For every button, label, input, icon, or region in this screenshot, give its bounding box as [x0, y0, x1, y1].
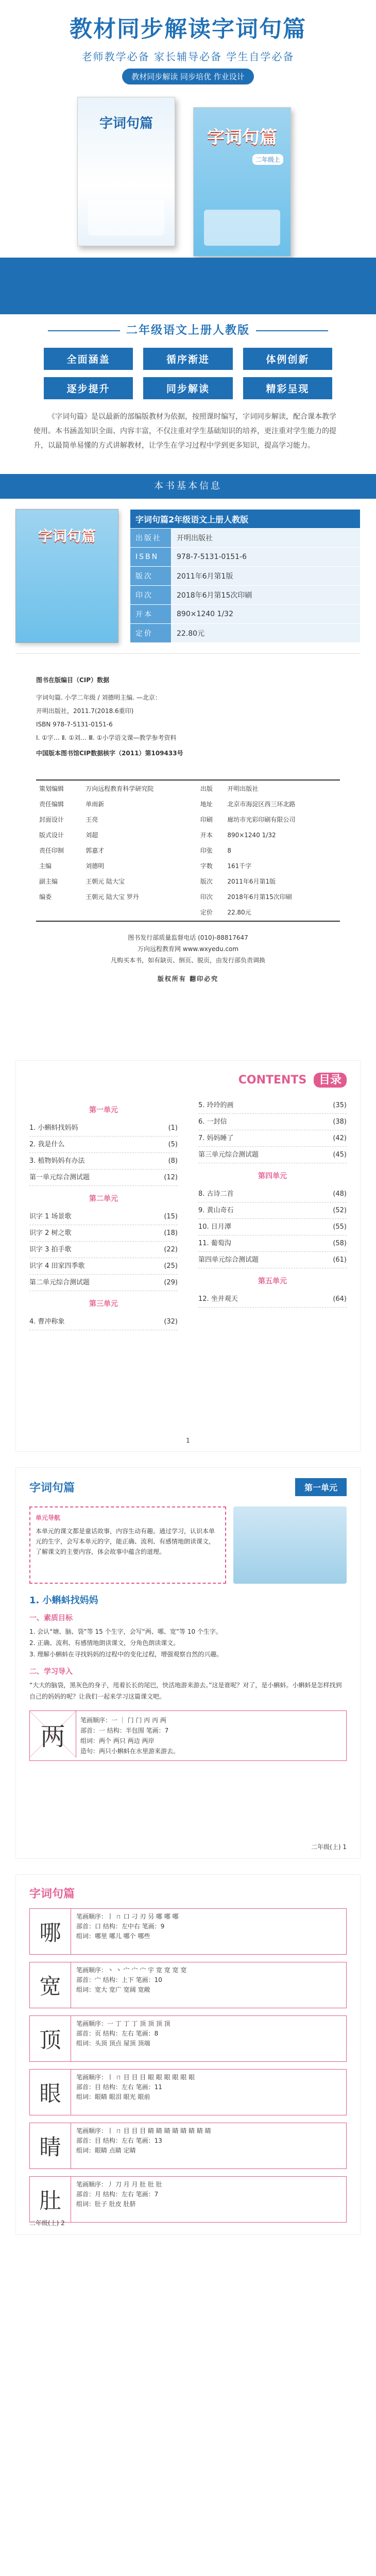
- toc-entry-page: (5): [168, 1141, 178, 1148]
- char-page-number: 二年级(上) 2: [29, 2219, 65, 2227]
- info-key: 出版社: [130, 529, 172, 548]
- tadpole-illustration: [233, 1506, 347, 1584]
- cip-table-row: [37, 874, 339, 889]
- lesson-title: 1. 小蝌蚪找妈妈: [29, 1595, 98, 1606]
- cip-table-row: [37, 812, 339, 827]
- lesson-section-title: 一、素质目标: [29, 1614, 73, 1622]
- toc-entry-title: 第四单元综合测试题: [198, 1256, 259, 1264]
- grade-title: 二年级语文上册人教版: [0, 321, 376, 337]
- toc-unit-heading: 第二单元: [89, 1195, 118, 1203]
- feature-tag: 精彩呈现: [243, 377, 332, 399]
- char-rows: [29, 1908, 347, 2223]
- char-glyph: 睛: [30, 2123, 71, 2168]
- toc-right-column: [198, 1097, 347, 1330]
- toc-page: [15, 1060, 361, 1452]
- chapter-unit: 第一单元: [295, 1478, 347, 1496]
- info-value: 890×1240 1/32: [172, 605, 361, 624]
- cip-line: 字词句篇. 小学二年级 / 刘德明主编. —北京：: [36, 694, 161, 701]
- toc-entry[interactable]: [29, 1225, 178, 1242]
- book-info: [0, 499, 376, 653]
- toc-entry[interactable]: [198, 1097, 347, 1114]
- toc-entry[interactable]: [29, 1242, 178, 1258]
- toc-entry-page: (1): [168, 1124, 178, 1132]
- cip-table-cell: 策划编辑: [39, 785, 64, 792]
- char-glyph: 顶: [30, 2016, 71, 2061]
- cip-table-cell: 890×1240 1/32: [227, 832, 276, 839]
- toc-entry-title: 10. 日月潭: [198, 1223, 231, 1231]
- feature-tag: 全面涵盖: [44, 348, 133, 370]
- info-key: 开本: [130, 605, 172, 624]
- toc-entry-page: (22): [164, 1246, 178, 1253]
- book-front-panel: [204, 210, 280, 246]
- info-table: [130, 509, 361, 643]
- toc-entry-page: (29): [164, 1279, 178, 1286]
- toc-entry[interactable]: [29, 1137, 178, 1153]
- info-key: ISBN: [130, 548, 172, 567]
- cip-note: 中国版本图书馆CIP数据核字（2011）第109433号: [36, 750, 183, 757]
- toc-entry-page: (52): [333, 1207, 347, 1214]
- cip-rights: 版权所有 翻印必究: [157, 975, 219, 982]
- cip-footer: [36, 932, 340, 966]
- toc-unit-heading: 第五单元: [258, 1277, 287, 1285]
- toc-page-number: 1: [186, 1437, 190, 1444]
- toc-entry[interactable]: [198, 1186, 347, 1202]
- cip-table-cell: 2011年6月第1版: [227, 878, 276, 885]
- cip-table-cell: 王朝元 陆大宝 罗丹: [86, 893, 139, 901]
- cip-table-cell: [83, 905, 197, 920]
- toc-entry-title: 4. 曹冲称象: [29, 1318, 65, 1326]
- toc-entry-title: 识字 3 拍手歌: [29, 1246, 72, 1253]
- toc-brand: CONTENTS: [238, 1074, 307, 1087]
- toc-entry-page: (38): [333, 1118, 347, 1126]
- char-row: [29, 2015, 347, 2062]
- cip-title: 图书在版编目（CIP）数据: [36, 676, 110, 684]
- cip-table-cell: 印次: [200, 893, 213, 901]
- info-value: 978-7-5131-0151-6: [172, 548, 361, 567]
- hero-books: [0, 92, 376, 267]
- toc-entry[interactable]: [29, 1209, 178, 1225]
- cip-table-cell: 封面设计: [39, 816, 64, 823]
- toc-title: 目录: [314, 1073, 347, 1088]
- cip-table-row: [37, 782, 339, 796]
- toc-entry[interactable]: [198, 1219, 347, 1235]
- toc-entry-title: 12. 坐井观天: [198, 1295, 238, 1303]
- intro-paragraph: 《字词句篇》是以最新的部编版教材为依据，按照课时编写，字词同步解读，配合课本教学使用。本书涵盖知识全面、内容丰富，不仅注重对学生基础知识的培养，更注重对学生能力的提升，以最简单易懂的方式讲解教材，让学生在学习过程中学到更多知识，提高学习能力。: [33, 413, 336, 450]
- toc-entry-page: (45): [333, 1151, 347, 1159]
- cip-table-cell: 王亮: [86, 816, 98, 823]
- char-page-head: 字词句篇: [29, 1888, 75, 1901]
- toc-entry-title: 第三单元综合测试题: [198, 1151, 259, 1159]
- cip-line: 开明出版社，2011.7(2018.6重印): [36, 707, 134, 715]
- toc-unit-heading: 第三单元: [89, 1300, 118, 1308]
- cip-table-cell: 刘德明: [86, 862, 105, 870]
- char-glyph: 眼: [30, 2070, 71, 2115]
- cip-foot-line: 凡购买本书，如有缺页、倒页、脱页，由发行部负责调换: [110, 957, 265, 964]
- toc-entry-title: 第一单元综合测试题: [29, 1174, 90, 1181]
- cip-table-cell: 印刷: [200, 816, 213, 823]
- cip-line: ISBN 978-7-5131-0151-6: [36, 721, 113, 728]
- toc-entry[interactable]: [198, 1252, 347, 1268]
- toc-entry-page: (58): [333, 1240, 347, 1247]
- info-key: 定价: [130, 624, 172, 643]
- cip-table-cell: 单雨新: [86, 801, 105, 808]
- info-key: 版次: [130, 567, 172, 586]
- cip-foot-line: 图书发行部质量监督电话 (010)-88817647: [128, 934, 248, 941]
- char-row: [29, 1962, 347, 2008]
- cip-table-cell: 2018年6月第15次印刷: [227, 893, 292, 901]
- feature-tag: 体例创新: [243, 348, 332, 370]
- toc-entry-page: (25): [164, 1262, 178, 1270]
- cip-table-cell: 刘超: [86, 832, 98, 839]
- toc-header: [29, 1071, 347, 1087]
- hero-subtitle: 老师教学必备 家长辅导必备 学生自学必备: [81, 50, 295, 63]
- cip-line: Ⅰ. ①字… Ⅱ. ①刘… Ⅲ. ①小学语文课—教学参考资料: [36, 734, 177, 741]
- cip-table-cell: 定价: [200, 909, 213, 916]
- cip-table-cell: 郭嘉才: [86, 847, 105, 854]
- feature-tag: 同步解读: [143, 377, 232, 399]
- char-row: [29, 2069, 347, 2115]
- lesson-section-title: 二、学习导入: [29, 1668, 73, 1676]
- cip-table-cell: 责任印制: [39, 847, 64, 854]
- toc-entry-title: 8. 古诗二首: [198, 1190, 234, 1198]
- hero-section: [0, 0, 376, 258]
- cip-foot-line: 万向远程教育网 www.wxyedu.com: [137, 945, 239, 953]
- cip-table-row: [37, 905, 339, 920]
- cip-table-cell: 版式设计: [39, 832, 64, 839]
- book-grade-badge: 二年级上: [252, 154, 283, 165]
- char-description: 笔画顺序：丨 ㄇ 口 刁 刃 叧 哪 哪 哪 部首：口 结构：左中右 笔画：9 组词：哪里 哪儿 哪个 哪些: [76, 1913, 179, 1940]
- char-table-page: [15, 1874, 361, 2235]
- cip-table-cell: 王朝元 陆大宝: [86, 878, 125, 885]
- info-book-title: 字词句篇: [38, 528, 96, 545]
- toc-entry[interactable]: [29, 1258, 178, 1275]
- toc-entry[interactable]: [29, 1275, 178, 1291]
- feature-tag: 逐步提升: [44, 377, 133, 399]
- cip-table-cell: 22.80元: [227, 909, 251, 916]
- cip-table-cell: 开明出版社: [227, 785, 259, 792]
- char-description: 笔画顺序：丶 丶 宀 宀 宀 宇 宽 宽 宽 宽 部首：宀 结构：上下 笔画：10 组词：宽大 宽广 宽阔 宽敞: [76, 1967, 187, 1993]
- chapter-page: [15, 1467, 361, 1859]
- cip-table-row: [37, 828, 339, 842]
- feature-band: [0, 258, 376, 469]
- cip-table-cell: 印张: [200, 847, 213, 854]
- feature-tags: [44, 348, 332, 399]
- toc-entry-title: 7. 妈妈睡了: [198, 1134, 234, 1142]
- hero-pill: 教材同步解读 同步培优 作业设计: [122, 69, 254, 84]
- char-row: [29, 2123, 347, 2169]
- char-glyph: 两: [30, 1711, 76, 1757]
- char-row: [29, 2176, 347, 2223]
- cip-table-row: [37, 859, 339, 873]
- cip-page: [15, 653, 361, 1045]
- toc-entry-title: 9. 黄山奇石: [198, 1207, 234, 1214]
- toc-unit-heading: 第四单元: [258, 1172, 287, 1180]
- toc-entry-title: 5. 玲玲的画: [198, 1101, 234, 1109]
- info-value: 开明出版社: [172, 529, 361, 548]
- toc-entry-page: (12): [164, 1174, 178, 1181]
- char-row: [29, 1908, 347, 1955]
- toc-entry-title: 识字 1 场景歌: [29, 1213, 72, 1221]
- book-back-cover: [77, 97, 175, 246]
- toc-entry[interactable]: [29, 1314, 178, 1330]
- cip-table-cell: 出版: [200, 785, 213, 792]
- toc-entry-title: 第二单元综合测试题: [29, 1279, 90, 1286]
- info-key: 印次: [130, 586, 172, 605]
- toc-entry-page: (55): [333, 1223, 347, 1231]
- cip-table-cell: 廊坊市光彩印刷有限公司: [227, 816, 296, 823]
- toc-entry-page: (61): [333, 1256, 347, 1264]
- lesson-section-text: “大大的脑袋，黑灰色的身子，甩着长长的尾巴，快活地游来游去。”这是谁呢？对了，是小蝌蚪。小蝌蚪是怎样找到自己的妈妈的呢？让我们一起来学习这篇课文吧。: [29, 1682, 342, 1700]
- toc-entry[interactable]: [198, 1130, 347, 1147]
- char-glyph: 肚: [30, 2177, 71, 2222]
- char-card: [29, 1710, 347, 1761]
- toc-entry-title: 识字 4 田家四季歌: [29, 1262, 85, 1270]
- toc-entry[interactable]: [198, 1235, 347, 1252]
- toc-entry-page: (32): [164, 1318, 178, 1326]
- cip-table-cell: 版次: [200, 878, 213, 885]
- toc-entry[interactable]: [29, 1170, 178, 1186]
- cip-table-row: [37, 843, 339, 858]
- toc-entry-title: 2. 我是什么: [29, 1141, 65, 1148]
- cip-table-cell: 161千字: [227, 862, 252, 870]
- toc-entry-title: 11. 葡萄沟: [198, 1240, 231, 1247]
- cip-table-cell: 主编: [39, 862, 52, 870]
- toc-entry-page: (42): [333, 1134, 347, 1142]
- info-value: 22.80元: [172, 624, 361, 643]
- hero-title: 教材同步解读字词句篇: [70, 16, 306, 42]
- info-book-cover: [15, 509, 118, 643]
- toc-entry[interactable]: [29, 1120, 178, 1137]
- cip-table-cell: 北京市海淀区西三环北路: [227, 801, 296, 808]
- toc-entry[interactable]: [198, 1291, 347, 1308]
- char-description: 笔画顺序：丨 ㄇ 目 目 目 睛 睛 睛 睛 睛 睛 睛 睛 部首：目 结构：左右 笔画：13 组词：眼睛 点睛 定睛: [76, 2127, 211, 2154]
- cip-table-cell: 字数: [200, 862, 213, 870]
- char-glyph: 宽: [30, 1962, 71, 2008]
- book-front-cover: [193, 107, 291, 257]
- unit-guide-text: 本单元的课文都是童话故事，内容生动有趣。通过学习，认识本单元的生字，会写本单元的字，能正确、流利、有感情地朗读课文，了解课文的主要内容，体会故事中蕴含的道理。: [36, 1528, 215, 1555]
- toc-left-column: [29, 1097, 178, 1330]
- cip-table: [36, 779, 340, 922]
- info-value: 2018年6月第15次印刷: [172, 586, 361, 605]
- cip-table-cell: 开本: [200, 832, 213, 839]
- toc-unit-heading: 第一单元: [89, 1106, 118, 1114]
- cip-table-cell: 副主编: [39, 878, 58, 885]
- toc-entry[interactable]: [29, 1153, 178, 1170]
- toc-entry[interactable]: [198, 1114, 347, 1130]
- feature-tag: 循序渐进: [143, 348, 232, 370]
- toc-entry-page: (64): [333, 1295, 347, 1303]
- toc-entry-page: (15): [164, 1213, 178, 1221]
- lesson-section-text: 1. 会认“塘、脑、袋”等 15 个生字，会写“两、哪、宽”等 10 个生字。 2. 正确、流利、有感情地朗读课文，分角色朗读课文。 3. 理解小蝌蚪在寻找妈妈的过程中的变化过程，增强观察自然的兴趣。: [29, 1628, 223, 1658]
- unit-guide-box: [29, 1506, 226, 1584]
- toc-entry-title: 3. 植物妈妈有办法: [29, 1157, 85, 1165]
- book-front-title: 字词句篇: [207, 127, 277, 148]
- book-back-title: 字词句篇: [99, 116, 153, 131]
- chapter-logo: 字词句篇: [29, 1482, 75, 1495]
- toc-entry-page: (8): [168, 1157, 178, 1165]
- band-topbar: [0, 258, 376, 314]
- toc-entry-page: (48): [333, 1190, 347, 1198]
- cip-table-cell: 编委: [39, 893, 52, 901]
- cip-table-row: [37, 890, 339, 904]
- toc-entry-title: 识字 2 树之歌: [29, 1229, 72, 1237]
- toc-entry-title: 6. 一封信: [198, 1118, 227, 1126]
- char-description: 笔画顺序：丿 刀 月 月 肚 肚 肚 部首：月 结构：左右 笔画：7 组词：肚子 肚皮 肚脐: [76, 2181, 162, 2208]
- char-info: 笔画顺序：一 ｜ 门 门 丙 丙 两 部首：一 结构：半包围 笔画：7 组词：两个 两只 两边 两岸 造句：两只小蝌蚪在水里游来游去。: [80, 1717, 180, 1755]
- cip-table-cell: 责任编辑: [39, 801, 64, 808]
- info-header: 本书基本信息: [0, 474, 376, 499]
- char-description: 笔画顺序：一 丁 丁 丁 顶 顶 顶 顶 部首：页 结构：左右 笔画：8 组词：头顶 顶点 屋顶 顶端: [76, 2020, 170, 2047]
- cip-table-cell: 地址: [200, 801, 213, 808]
- book-back-panel: [88, 199, 164, 235]
- info-table-title: 字词句篇2年级语文上册人教版: [130, 510, 361, 529]
- info-value: 2011年6月第1版: [172, 567, 361, 586]
- cip-table-cell: 8: [227, 847, 231, 854]
- toc-entry[interactable]: [198, 1147, 347, 1163]
- chapter-page-number: 二年级(上) 1: [311, 1843, 347, 1851]
- cip-table-cell: [37, 905, 82, 920]
- toc-entry[interactable]: [198, 1202, 347, 1219]
- toc-entry-page: (35): [333, 1101, 347, 1109]
- toc-entry-title: 1. 小蝌蚪找妈妈: [29, 1124, 78, 1132]
- char-description: 笔画顺序：丨 ㄇ 目 目 目 眼 眼 眼 眼 眼 眼 部首：目 结构：左右 笔画：11 组词：眼睛 眼泪 眼光 眼前: [76, 2074, 195, 2100]
- char-glyph: 哪: [30, 1909, 71, 1954]
- toc-entry-page: (18): [164, 1229, 178, 1237]
- cip-table-row: [37, 797, 339, 811]
- cip-table-cell: 万向远程教育科学研究院: [86, 785, 154, 792]
- unit-guide-title: 单元导航: [36, 1514, 61, 1521]
